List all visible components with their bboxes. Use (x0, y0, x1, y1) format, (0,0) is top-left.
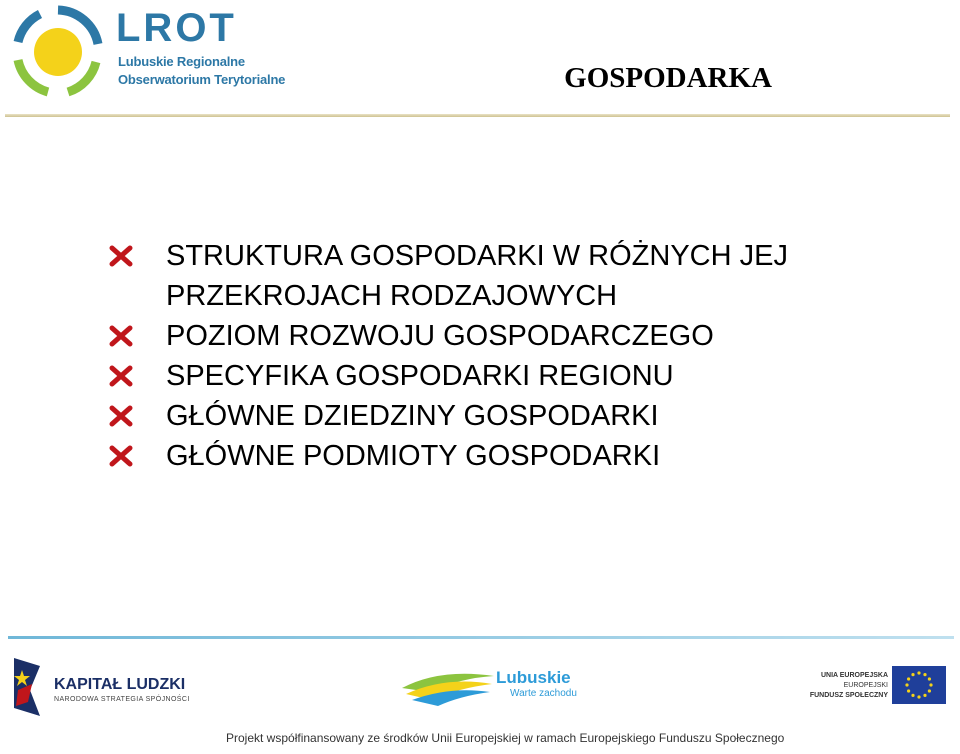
eu-flag-icon (892, 666, 946, 704)
lrot-title: LROT (116, 6, 237, 50)
lubuskie-logo (400, 662, 600, 722)
list-item (108, 236, 928, 316)
list-item (108, 396, 928, 436)
page-title: GOSPODARKA (564, 62, 772, 94)
bullet-list (108, 236, 928, 476)
bullet-text: GŁÓWNE DZIEDZINY GOSPODARKI (166, 400, 659, 432)
lrot-logo (10, 4, 300, 104)
red-x-bullet-icon (108, 244, 134, 268)
header-divider (5, 114, 950, 117)
eu-line-2: EUROPEJSKI (843, 682, 888, 689)
lubuskie-title: Lubuskie (496, 668, 571, 687)
red-x-bullet-icon (108, 364, 134, 388)
bullet-text: STRUKTURA GOSPODARKI W RÓŻNYCH JEJ PRZEKROJACH RODZAJOWYCH (166, 240, 788, 312)
list-item (108, 436, 928, 476)
bullet-text: GŁÓWNE PODMIOTY GOSPODARKI (166, 440, 661, 472)
star-flag-icon (10, 656, 46, 718)
eu-line-3: FUNDUSZ SPOŁECZNY (809, 692, 888, 699)
lrot-sun-icon (10, 4, 106, 100)
kapital-ludzki-logo (10, 656, 210, 726)
eu-line-1: UNIA EUROPEJSKA (820, 672, 888, 679)
eu-logo (800, 664, 945, 712)
lrot-subtitle-1: Lubuskie Regionalne (118, 54, 245, 69)
kapital-ludzki-title: KAPITAŁ LUDZKI (54, 676, 186, 693)
red-x-bullet-icon (108, 324, 134, 348)
footer-funding-note: Projekt współfinansowany ze środków Unii Europejskiej w ramach Europejskiego Funduszu Społecznego (226, 731, 785, 745)
red-x-bullet-icon (108, 404, 134, 428)
red-x-bullet-icon (108, 444, 134, 468)
lrot-subtitle-2: Obserwatorium Terytorialne (118, 72, 286, 87)
kapital-ludzki-subtitle: NARODOWA STRATEGIA SPÓJNOŚCI (54, 696, 190, 703)
list-item (108, 316, 928, 356)
list-item (108, 356, 928, 396)
footer-divider (8, 636, 954, 639)
bullet-text: SPECYFIKA GOSPODARKI REGIONU (166, 360, 674, 392)
bullet-text: POZIOM ROZWOJU GOSPODARCZEGO (166, 320, 714, 352)
lubuskie-subtitle: Warte zachodu (510, 688, 577, 699)
lubuskie-wave-icon (400, 662, 500, 712)
